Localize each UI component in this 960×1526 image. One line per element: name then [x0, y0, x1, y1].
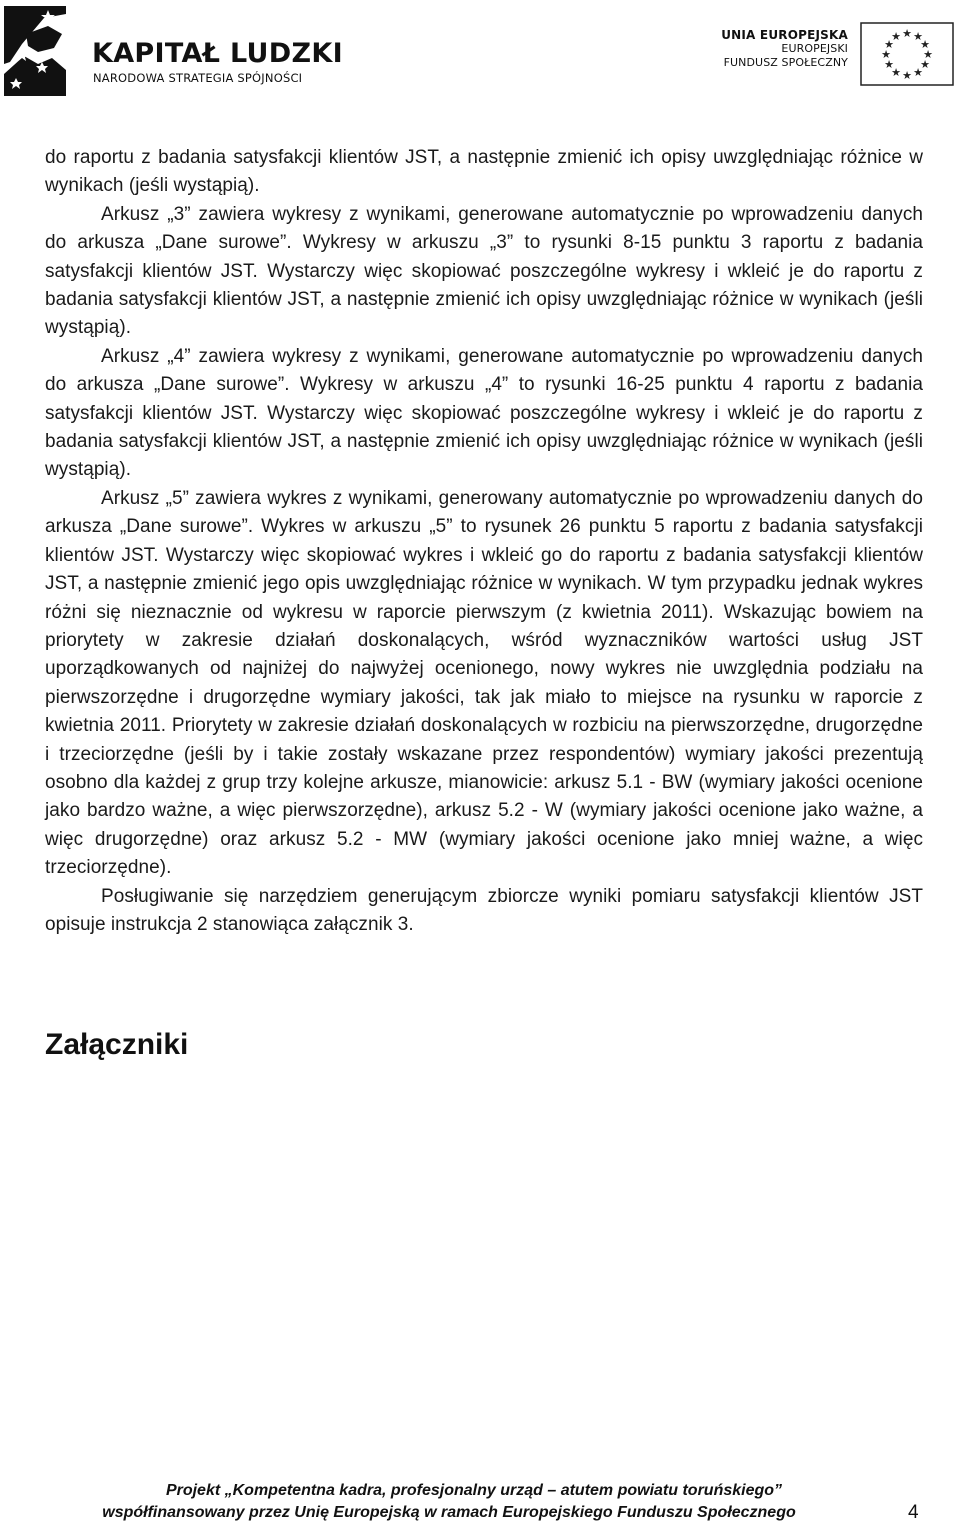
kapital-ludzki-subtitle: NARODOWA STRATEGIA SPÓJNOŚCI	[93, 71, 303, 85]
eu-flag-icon	[860, 22, 954, 86]
paragraph: Posługiwanie się narzędziem generującym zbiorcze wyniki pomiaru satysfakcji klientów JST opisuje instrukcja 2 stanowiąca załącznik 3.	[45, 885, 923, 935]
svg-text:★: ★	[884, 38, 894, 51]
eu-logo-text	[721, 28, 848, 70]
svg-text:★: ★	[891, 66, 901, 79]
svg-text:★: ★	[913, 30, 923, 43]
svg-text:★: ★	[920, 58, 930, 71]
paragraph: Arkusz „3” zawiera wykresy z wynikami, generowane automatycznie po wprowadzeniu danych do arkusza „Dane surowe”. Wykresy w arkuszu „3” to rysunki 8-15 punktu 3 raportu z badania satysfakcji klientów JST. Wystarczy więc skopiować poszczególne wykresy i wkleić je do raportu z badania satysfakcji klientów JST, a następnie zmienić ich opisy uwzględniając różnice w wynikach (jeśli wystąpią).	[45, 203, 923, 339]
eu-logo	[721, 22, 956, 92]
eu-logo-line1: UNIA EUROPEJSKA	[721, 28, 848, 42]
svg-text:★: ★	[891, 30, 901, 43]
section-heading: Załączniki	[45, 1028, 189, 1061]
footer-project-line: Projekt „Kompetentna kadra, profesjonalny urząd – atutem powiatu toruńskiego”	[165, 1482, 783, 1499]
kapital-ludzki-mark-icon	[4, 4, 70, 98]
page-footer	[0, 1478, 960, 1526]
page-header	[0, 0, 960, 104]
kapital-ludzki-logo	[4, 4, 343, 98]
svg-text:★: ★	[923, 48, 933, 61]
svg-text:★: ★	[913, 66, 923, 79]
paragraph: do raportu z badania satysfakcji klientów JST, a następnie zmienić ich opisy uwzględniając różnice w wynikach (jeśli wystąpią).	[45, 147, 923, 197]
eu-logo-line2: EUROPEJSKI	[781, 42, 848, 55]
svg-text:★: ★	[902, 27, 912, 40]
paragraph: Arkusz „4” zawiera wykresy z wynikami, generowane automatycznie po wprowadzeniu danych do arkusza „Dane surowe”. Wykresy w arkuszu „4” to rysunki 16-25 punktu 4 raportu z badania satysfakcji klientów JST. Wystarczy więc skopiować poszczególne wykresy i wkleić je do raportu z badania satysfakcji klientów JST, a następnie zmienić ich opisy uwzględniając różnice w wynikach (jeśli wystąpią).	[45, 345, 923, 481]
kapital-ludzki-title: KAPITAŁ LUDZKI	[92, 38, 343, 69]
page-number: 4	[908, 1502, 919, 1523]
svg-text:★: ★	[884, 58, 894, 71]
document-body	[45, 144, 923, 939]
paragraph: Arkusz „5” zawiera wykres z wynikami, generowany automatycznie po wprowadzeniu danych do arkusza „Dane surowe”. Wykres w arkuszu „5” to rysunek 26 punktu 5 raportu z badania satysfakcji klientów JST. Wystarczy więc skopiować wykres i wkleić go do raportu z badania satysfakcji klientów JST, a następnie zmienić jego opis uwzględniając różnice w wynikach. W tym przypadku jednak wykres różni się nieznacznie od wykresu w raporcie pierwszym (z kwietnia 2011). Wskazując bowiem na priorytety w zakresie działań doskonalących, wśród wyznaczników wartości usług JST uporządkowanych od najniżej do najwyżej ocenionego, nowy wykres nie uwzględnia podziału na pierwszorzędne i drugorzędne wymiary jakości, tak jak miało to miejsce na rysunku w raporcie z kwietnia 2011. Priorytety w zakresie działań doskonalących w rozbiciu na pierwszorzędne, drugorzędne i trzeciorzędne (jeśli by i takie zostały wskazane przez respondentów) wymiary jakości prezentują osobno dla każdej z grup trzy kolejne arkusze, mianowicie: arkusz 5.1 - BW (wymiary jakości ocenione jako bardzo ważne, a więc pierwszorzędne), arkusz 5.2 - W (wymiary jakości ocenione jako ważne, a więc drugorzędne) oraz arkusz 5.2 - MW (wymiary jakości ocenione jako mniej ważne, a więc trzeciorzędne).	[45, 487, 923, 879]
svg-text:★: ★	[920, 38, 930, 51]
svg-text:★: ★	[902, 69, 912, 82]
eu-logo-line3: FUNDUSZ SPOŁECZNY	[723, 56, 848, 69]
svg-text:★: ★	[881, 48, 891, 61]
footer-funding-line: współfinansowany przez Unię Europejską w ramach Europejskiego Funduszu Społecznego	[102, 1504, 796, 1521]
